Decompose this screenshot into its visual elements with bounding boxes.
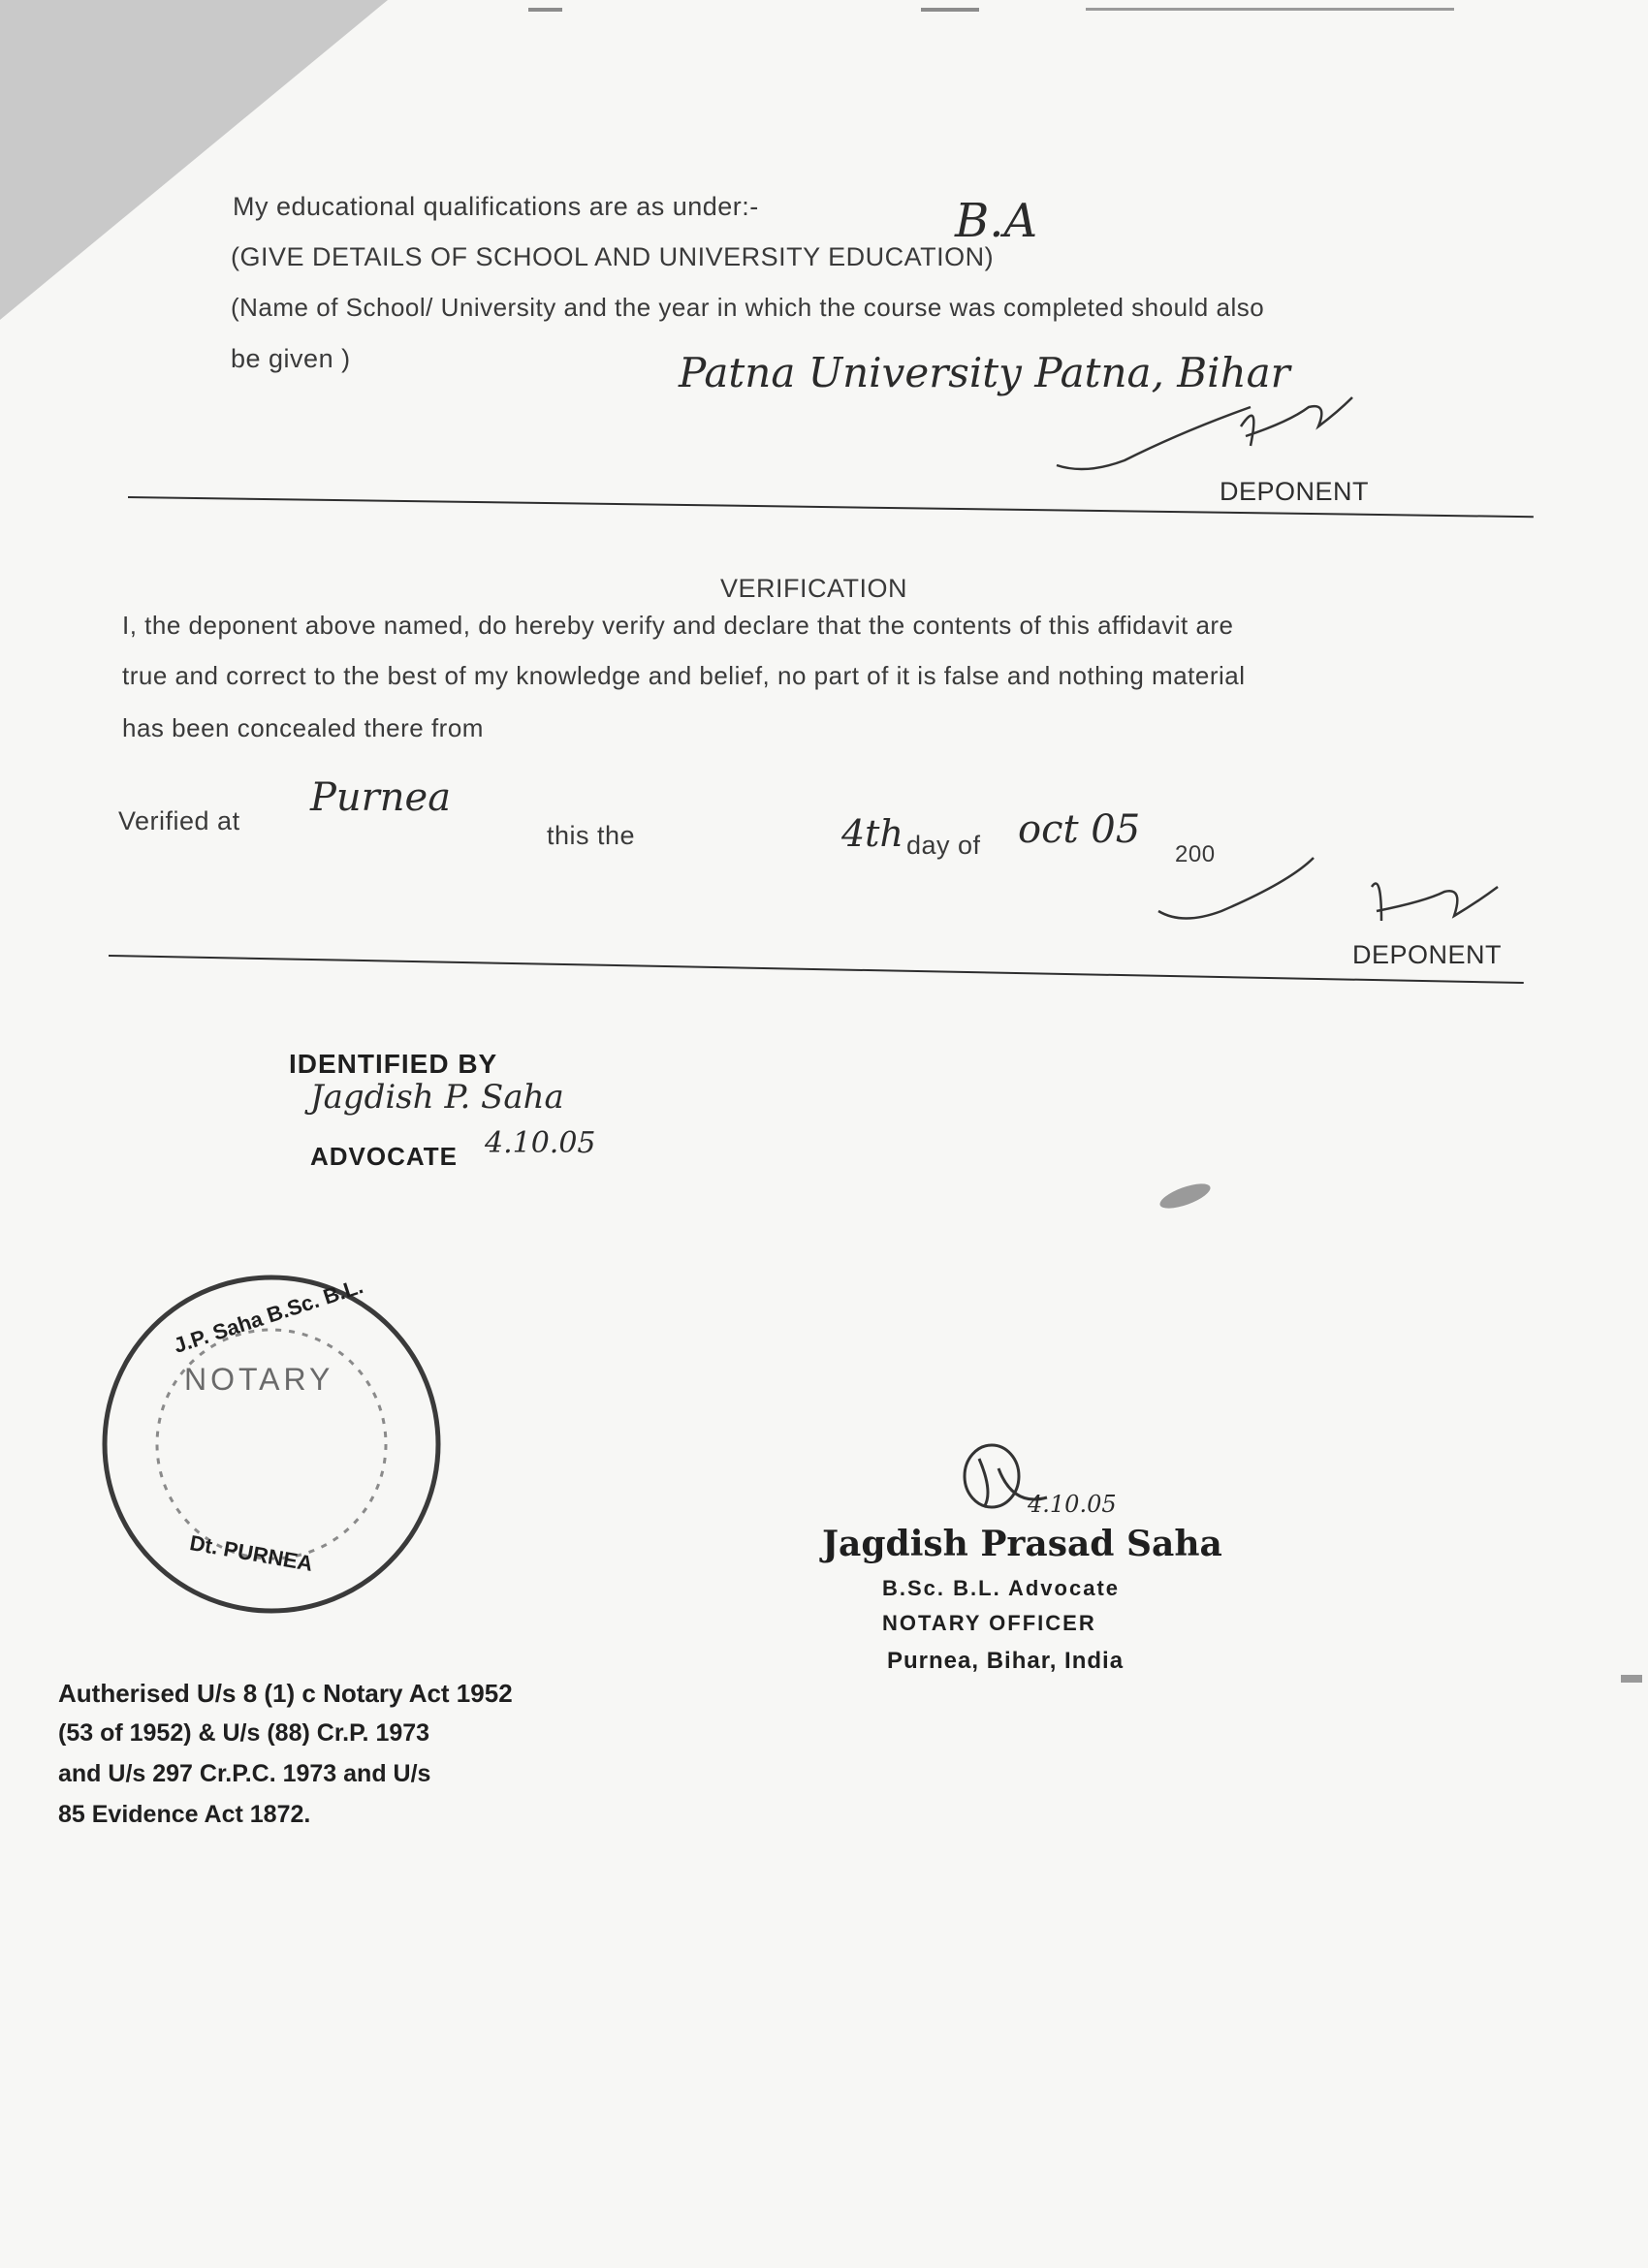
authorised-line-1: Autherised U/s 8 (1) c Notary Act 1952 — [58, 1679, 513, 1708]
verification-line-2: true and correct to the best of my knowledge and belief, no part of it is false and nothing material — [122, 661, 1246, 690]
day-of-label: day of — [906, 831, 981, 860]
deponent-signature-1 — [1018, 368, 1425, 494]
verification-line-3: has been concealed there from — [122, 713, 484, 742]
identified-by-stamp: IDENTIFIED BY — [289, 1049, 498, 1079]
authorised-line-4: 85 Evidence Act 1872. — [58, 1801, 311, 1828]
seal-top-text: J.P. Saha B.Sc. B.L. — [170, 1274, 366, 1358]
handwritten-institution: Patna University Patna, Bihar — [679, 349, 1290, 396]
scan-noise — [1086, 8, 1454, 11]
notary-title: NOTARY OFFICER — [882, 1611, 1096, 1635]
qualifications-line-3: (Name of School/ University and the year in which the course was completed should also — [231, 293, 1265, 322]
identifier-signature: Jagdish P. Saha — [310, 1078, 564, 1117]
qualifications-line-1: My educational qualifications are as under:- — [233, 192, 759, 221]
advocate-stamp: ADVOCATE — [310, 1142, 458, 1171]
notary-seal — [92, 1265, 451, 1623]
authorised-line-2: (53 of 1952) & U/s (88) Cr.P. 1973 — [58, 1719, 430, 1747]
verification-line-1: I, the deponent above named, do hereby verify and declare that the contents of this affidavit are — [122, 611, 1234, 640]
seal-bottom-text: Dt. PURNEA — [187, 1530, 315, 1576]
verified-place-handwritten: Purnea — [310, 775, 452, 820]
notary-credentials: B.Sc. B.L. Advocate — [882, 1576, 1121, 1600]
day-handwritten: 4th — [841, 812, 903, 855]
year-prefix: 200 — [1175, 841, 1216, 867]
handwritten-degree: B.A — [955, 194, 1038, 248]
month-handwritten: oct 05 — [1018, 807, 1141, 852]
deponent-label-1: DEPONENT — [1220, 477, 1370, 506]
this-the-label: this the — [547, 821, 636, 850]
notary-name: Jagdish Prasad Saha — [822, 1524, 1222, 1564]
authorised-line-3: and U/s 297 Cr.P.C. 1973 and U/s — [58, 1760, 431, 1787]
notary-location: Purnea, Bihar, India — [887, 1648, 1125, 1674]
seal-center-text: NOTARY — [184, 1362, 334, 1397]
identifier-date: 4.10.05 — [485, 1126, 596, 1160]
verification-heading: VERIFICATION — [720, 574, 908, 603]
qualifications-line-2: (GIVE DETAILS OF SCHOOL AND UNIVERSITY EDUCATION) — [231, 242, 995, 271]
qualifications-line-4: be given ) — [231, 344, 351, 373]
scan-speck — [1621, 1675, 1642, 1683]
deponent-label-2: DEPONENT — [1352, 940, 1503, 969]
notary-signature-date: 4.10.05 — [1028, 1491, 1117, 1518]
scan-speck — [1157, 1179, 1214, 1213]
verified-at-label: Verified at — [118, 806, 240, 835]
scan-noise — [921, 8, 979, 12]
scan-noise — [528, 8, 562, 12]
